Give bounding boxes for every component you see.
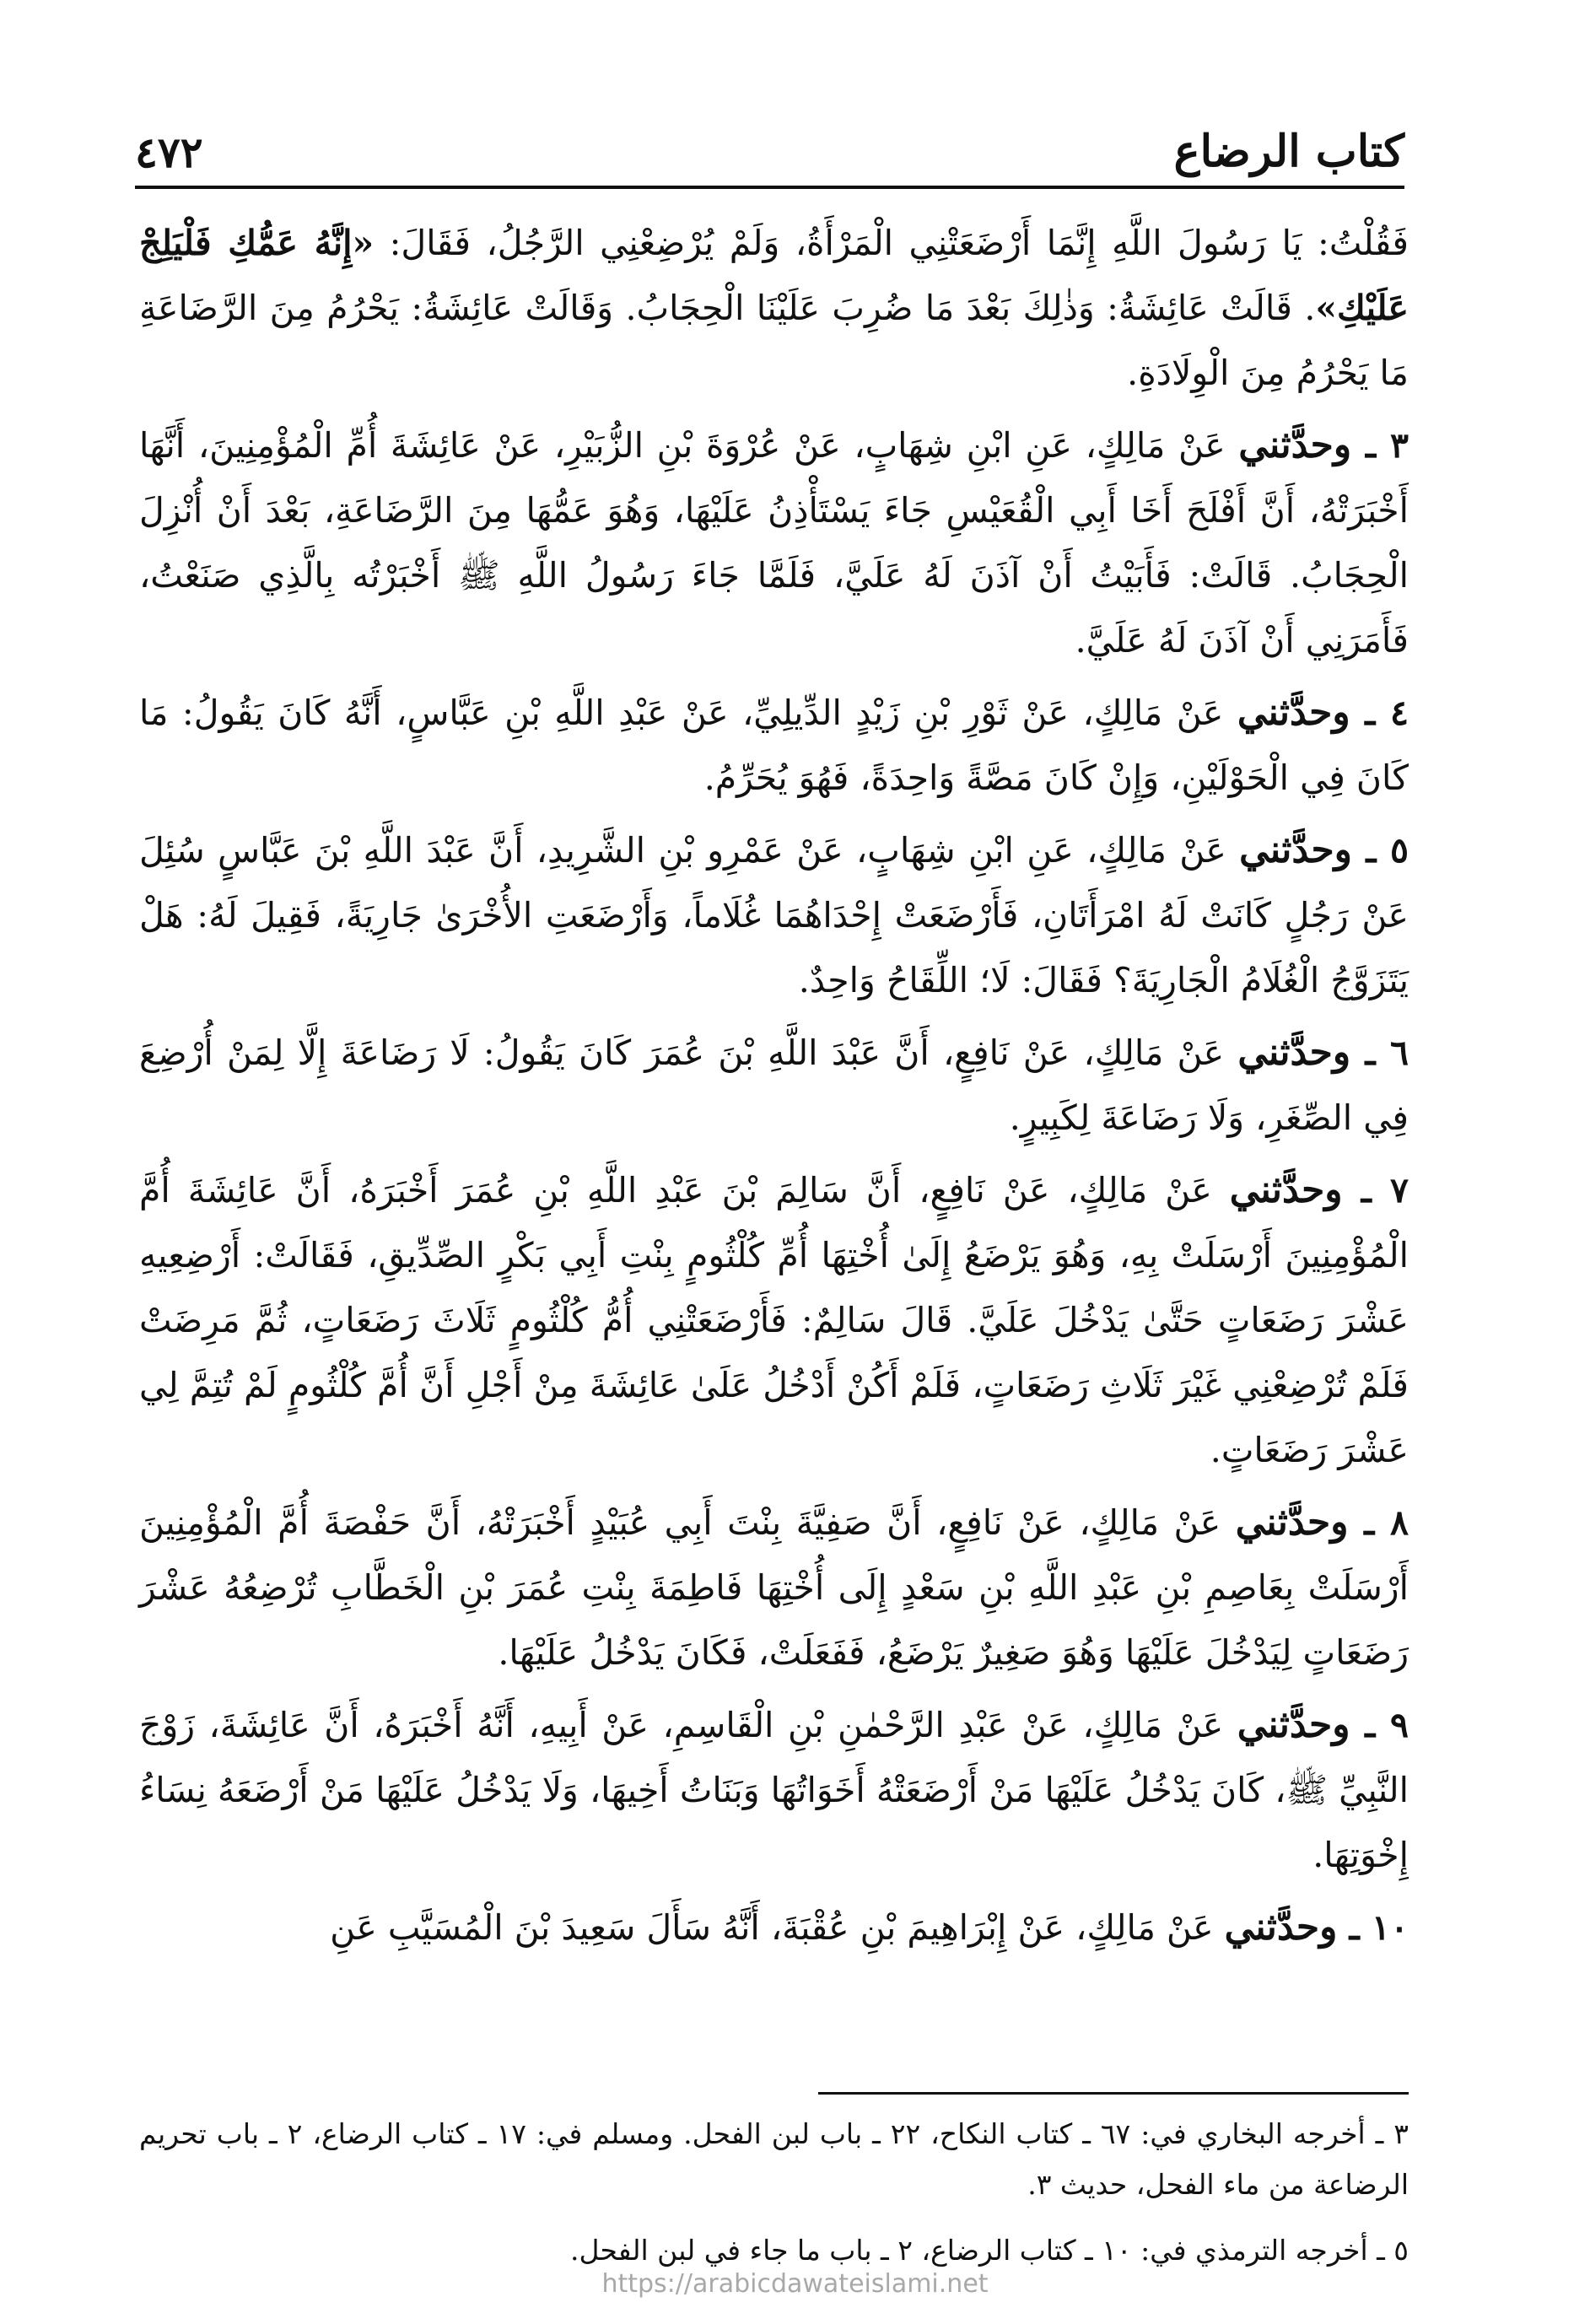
hadith-4 <box>139 680 1409 811</box>
hadith-text: عَنْ مَالِكٍ، عَنْ نَافِعٍ، أَنَّ صَفِيَّةَ بِنْتَ أَبِي عُبَيْدٍ أَخْبَرَتْهُ، أَنَّ حَفْصَةَ أُمَّ الْمُؤْمِنِينَ أَرْسَلَتْ بِعَاصِمِ بْنِ عَبْدِ اللَّهِ بْنِ سَعْدٍ إِلَى أُخْتِهَا فَاطِمَةَ بِنْتِ عُمَرَ بْنِ الْخَطَّابِ تُرْضِعُهُ عَشْرَ رَضَعَاتٍ لِيَدْخُلَ عَلَيْهَا وَهُوَ صَغِيرٌ يَرْضَعُ، فَفَعَلَتْ، فَكَانَ يَدْخُلُ عَلَيْهَا. <box>139 1502 1409 1673</box>
hadith-lead-word: وحدَّثني <box>1237 691 1350 734</box>
hadith-text: عَنْ مَالِكٍ، عَنْ إِبْرَاهِيمَ بْنِ عُقْبَةَ، أَنَّهُ سَأَلَ سَعِيدَ بْنَ الْمُسَيَّبِ عَنِ <box>330 1907 1225 1948</box>
hadith-text: عَنْ مَالِكٍ، عَنْ عَبْدِ الرَّحْمٰنِ بْنِ الْقَاسِمِ، عَنْ أَبِيهِ، أَنَّهُ أَخْبَرَهُ، أَنَّ عَائِشَةَ، زَوْجَ النَّبِيِّ ﷺ، كَانَ يَدْخُلُ عَلَيْهَا مَنْ أَرْضَعَتْهُ أَخَوَاتُهَا وَبَنَاتُ أَخِيهَا، وَلَا يَدْخُلُ عَلَيْهَا مَنْ أَرْضَعَهُ نِسَاءُ إِخْوَتِهَا. <box>139 1705 1409 1875</box>
hadith-6 <box>139 1020 1409 1151</box>
hadith-number: ٧ ـ <box>1342 1170 1409 1211</box>
hadith-lead-word: وحدَّثني <box>1224 1906 1338 1949</box>
hadith-number: ٥ ـ <box>1351 830 1409 871</box>
hadith-lead-word: وحدَّثني <box>1229 1168 1343 1211</box>
hadith-lead-word: وحدَّثني <box>1237 1703 1350 1746</box>
watermark-url: https://arabicdawateislami.net <box>601 2269 989 2299</box>
paragraph-text: فَقُلْتُ: يَا رَسُولَ اللَّهِ إِنَّمَا أَرْضَعَتْنِي الْمَرْأَةُ، وَلَمْ يُرْضِعْنِي الرَّجُلُ، فَقَالَ: <box>374 223 1409 263</box>
hadith-text: عَنْ مَالِكٍ، عَنِ ابْنِ شِهَابٍ، عَنْ عَمْرِو بْنِ الشَّرِيدِ، أَنَّ عَبْدَ اللَّهِ بْنَ عَبَّاسٍ سُئِلَ عَنْ رَجُلٍ كَانَتْ لَهُ امْرَأَتَانِ، فَأَرْضَعَتْ إِحْدَاهُمَا غُلَاماً، وَأَرْضَعَتِ الأُخْرَىٰ جَارِيَةً، فَقِيلَ لَهُ: هَلْ يَتَزَوَّجُ الْغُلَامُ الْجَارِيَةَ؟ فَقَالَ: لَا؛ اللِّقَاحُ وَاحِدٌ. <box>139 830 1409 1000</box>
hadith-number: ٤ ـ <box>1350 693 1409 733</box>
page-number: ٤٧٢ <box>135 127 203 177</box>
hadith-text: عَنْ مَالِكٍ، عَنْ نَافِعٍ، أَنَّ عَبْدَ اللَّهِ بْنَ عُمَرَ كَانَ يَقُولُ: لَا رَضَاعَةَ إِلَّا لِمَنْ أُرْضِعَ فِي الصِّغَرِ، وَلَا رَضَاعَةَ لِكَبِيرٍ. <box>139 1033 1409 1138</box>
footnote-divider <box>818 2092 1409 2095</box>
hadith-5 <box>139 817 1409 1013</box>
hadith-text: عَنْ مَالِكٍ، عَنْ ثَوْرِ بْنِ زَيْدٍ الدِّيلِيِّ، عَنْ عَبْدِ اللَّهِ بْنِ عَبَّاسٍ، أَنَّهُ كَانَ يَقُولُ: مَا كَانَ فِي الْحَوْلَيْنِ، وَإِنْ كَانَ مَصَّةً وَاحِدَةً، فَهُوَ يُحَرِّمُ. <box>139 693 1409 798</box>
footnote-3: ٣ ـ أخرجه البخاري في: ٦٧ ـ كتاب النكاح، ٢٢ ـ باب لبن الفحل. ومسلم في: ١٧ ـ كتاب الرضاع، ٢ ـ باب تحريم الرضاعة من ماء الفحل، حديث ٣. <box>139 2117 1409 2201</box>
hadith-number: ٨ ـ <box>1348 1502 1409 1543</box>
hadith-lead-word: وحدَّثني <box>1239 828 1352 871</box>
paragraph-continuation <box>139 211 1409 406</box>
hadith-10 <box>139 1895 1409 1960</box>
hadith-9 <box>139 1692 1409 1888</box>
main-text <box>139 211 1409 1967</box>
hadith-3 <box>139 412 1409 673</box>
hadith-lead-word: وحدَّثني <box>1238 423 1352 466</box>
hadith-lead-word: وحدَّثني <box>1237 1031 1351 1074</box>
book-title: كتاب الرضاع <box>1173 126 1404 177</box>
hadith-8 <box>139 1490 1409 1685</box>
prophetic-quote: «إِنَّهُ عَمُّكِ فَلْيَلِجْ عَلَيْكِ» <box>139 223 1409 328</box>
hadith-number: ٣ ـ <box>1351 425 1409 466</box>
footnotes <box>139 2109 1409 2291</box>
footnote-5: ٥ ـ أخرجه الترمذي في: ١٠ ـ كتاب الرضاع، ٢ ـ باب ما جاء في لبن الفحل. <box>569 2234 1409 2267</box>
page-header <box>135 101 1404 189</box>
hadith-text: عَنْ مَالِكٍ، عَنِ ابْنِ شِهَابٍ، عَنْ عُرْوَةَ بْنِ الزُّبَيْرِ، عَنْ عَائِشَةَ أُمِّ الْمُؤْمِنِينَ، أَنَّهَا أَخْبَرَتْهُ، أَنَّ أَفْلَحَ أَخَا أَبِي الْقُعَيْسِ جَاءَ يَسْتَأْذِنُ عَلَيْهَا، وَهُوَ عَمُّهَا مِنَ الرَّضَاعَةِ، بَعْدَ أَنْ أُنْزِلَ الْحِجَابُ. قَالَتْ: فَأَبَيْتُ أَنْ آذَنَ لَهُ عَلَيَّ، فَلَمَّا جَاءَ رَسُولُ اللَّهِ ﷺ أَخْبَرْتُه بِالَّذِي صَنَعْتُ، فَأَمَرَنِي أَنْ آذَنَ لَهُ عَلَيَّ. <box>139 425 1409 661</box>
hadith-number: ١٠ ـ <box>1337 1907 1409 1948</box>
hadith-text: عَنْ مَالِكٍ، عَنْ نَافِعٍ، أَنَّ سَالِمَ بْنَ عَبْدِ اللَّهِ بْنِ عُمَرَ أَخْبَرَهُ، أَنَّ عَائِشَةَ أُمَّ الْمُؤْمِنِينَ أَرْسَلَتْ بِهِ، وَهُوَ يَرْضَعُ إِلَىٰ أُخْتِهَا أُمِّ كُلْثُومٍ بِنْتِ أَبِي بَكْرٍ الصِّدِّيقِ، فَقَالَتْ: أَرْضِعِيهِ عَشْرَ رَضَعَاتٍ حَتَّىٰ يَدْخُلَ عَلَيَّ. قَالَ سَالِمٌ: فَأَرْضَعَتْنِي أُمُّ كُلْثُومٍ ثَلَاثَ رَضَعَاتٍ، ثُمَّ مَرِضَتْ فَلَمْ تُرْضِعْنِي غَيْرَ ثَلَاثِ رَضَعَاتٍ، فَلَمْ أَكُنْ أَدْخُلُ عَلَىٰ عَائِشَةَ مِنْ أَجْلِ أَنَّ أُمَّ كُلْثُومٍ لَمْ تُتِمَّ لِي عَشْرَ رَضَعَاتٍ. <box>139 1170 1409 1470</box>
hadith-number: ٦ ـ <box>1350 1033 1409 1073</box>
paragraph-text: . قَالَتْ عَائِشَةُ: وَذٰلِكَ بَعْدَ مَا ضُرِبَ عَلَيْنَا الْحِجَابُ. وَقَالَتْ عَائِشَةُ: يَحْرُمُ مِنَ الرَّضَاعَةِ مَا يَحْرُمُ مِنَ الْوِلَادَةِ. <box>139 288 1409 393</box>
hadith-number: ٩ ـ <box>1350 1705 1409 1745</box>
hadith-lead-word: وحدَّثني <box>1235 1501 1349 1544</box>
hadith-7 <box>139 1157 1409 1483</box>
